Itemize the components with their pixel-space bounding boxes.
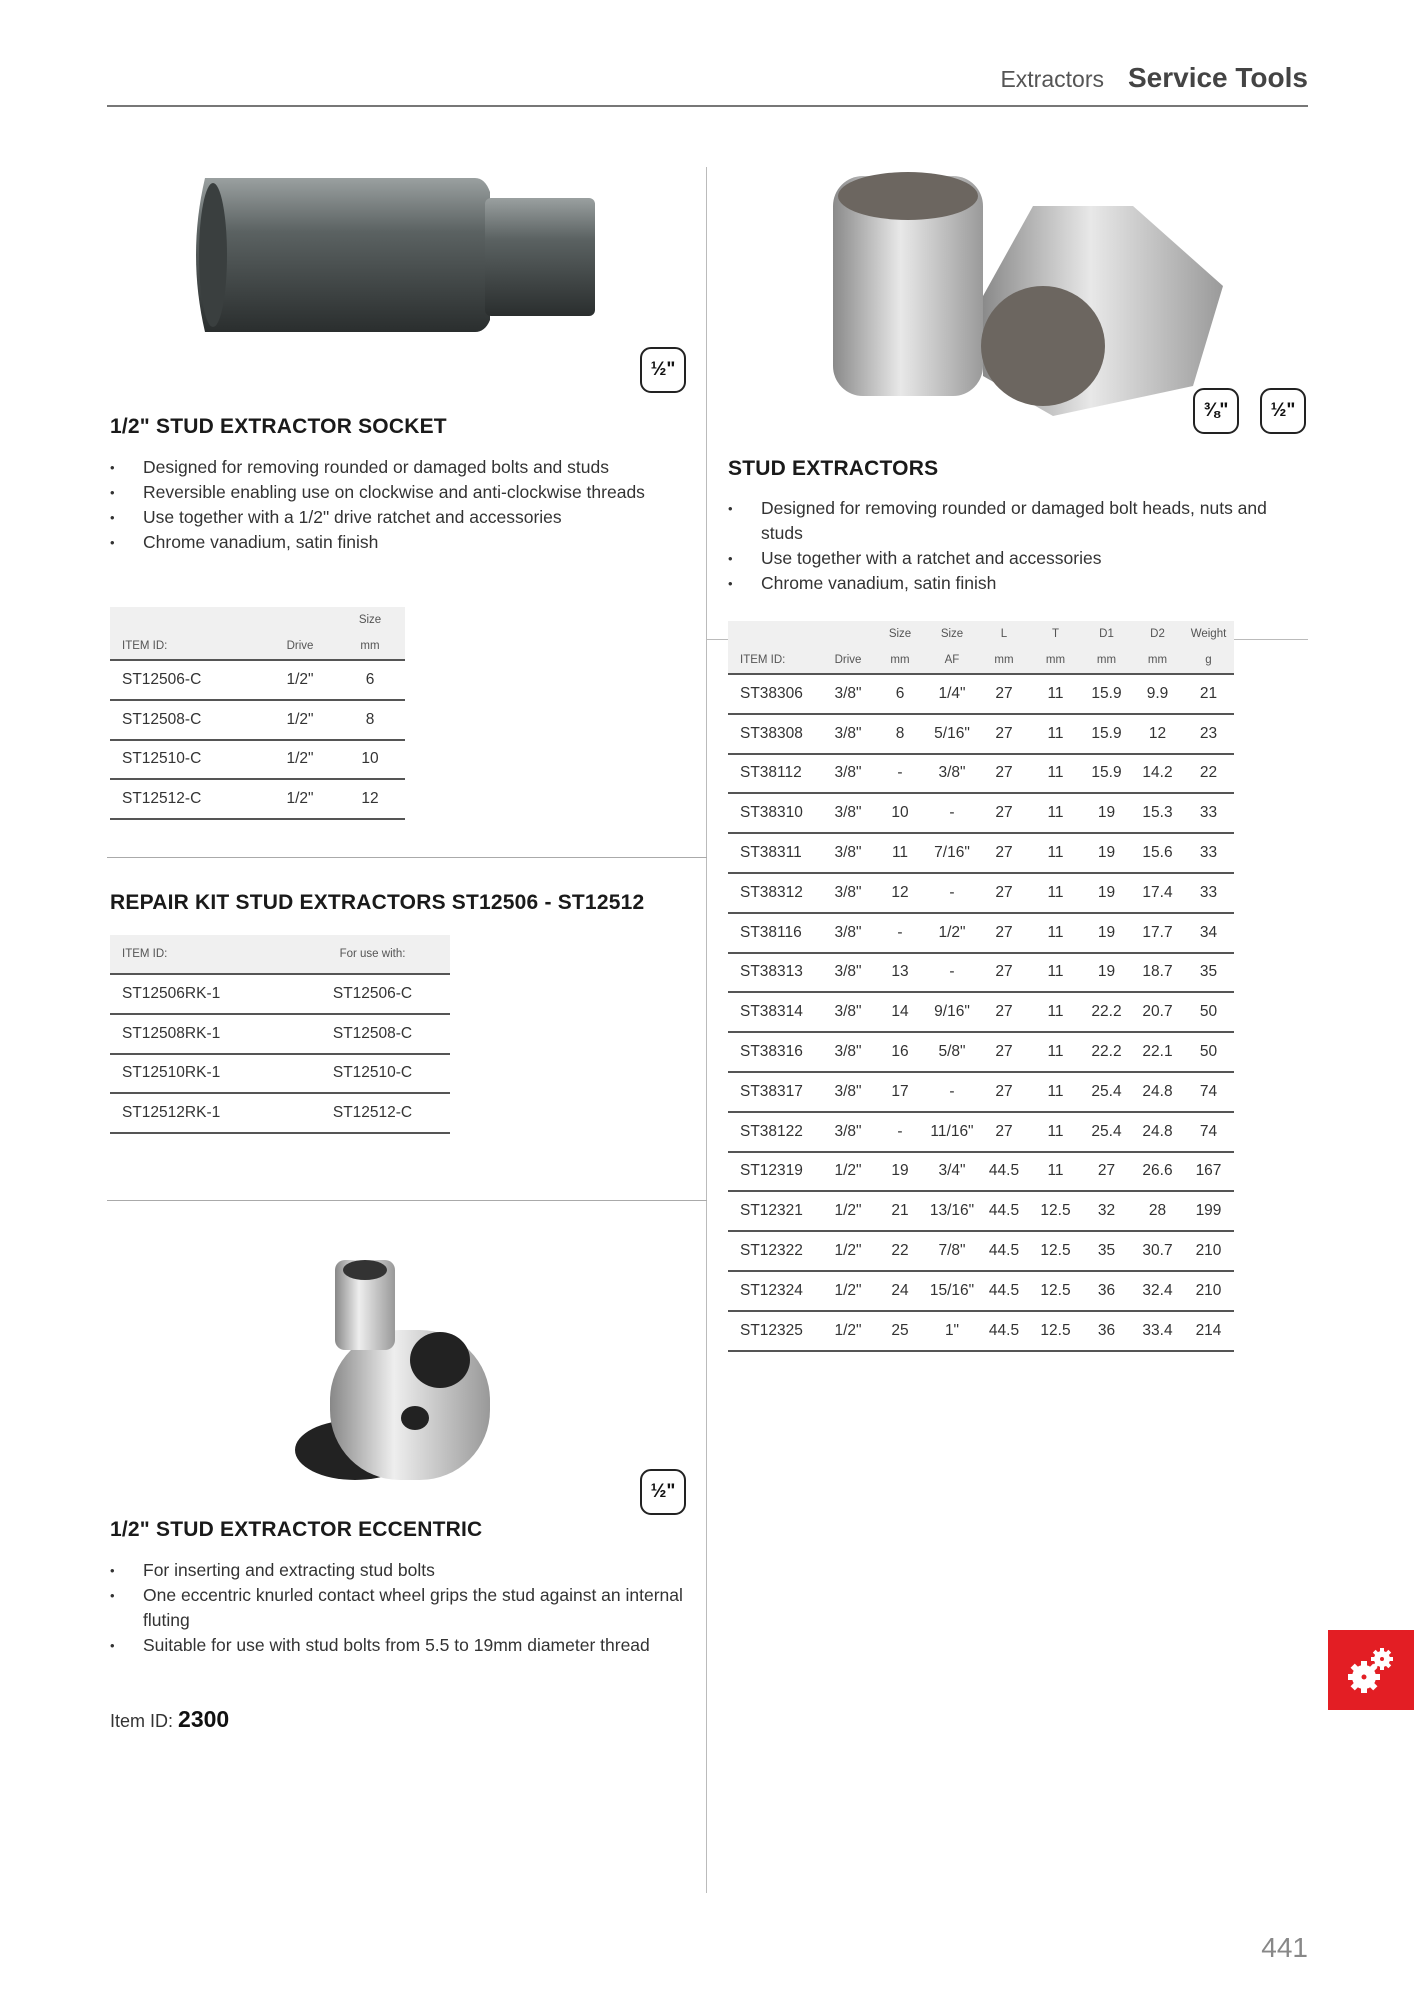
- table-cell: 27: [978, 833, 1030, 873]
- table-row: [728, 913, 1234, 953]
- table-cell: 24.8: [1132, 1112, 1183, 1152]
- table-cell: ST38311: [728, 833, 822, 873]
- table-row: [728, 1231, 1234, 1271]
- table-cell: 9/16": [926, 992, 978, 1032]
- table-cell: 28: [1132, 1191, 1183, 1231]
- table-cell: 1/2": [822, 1271, 874, 1311]
- column-header: [1081, 621, 1132, 674]
- header-line: [265, 607, 335, 633]
- table-cell: 1/2": [265, 740, 335, 780]
- table-cell: 6: [874, 674, 926, 714]
- table-cell: 27: [978, 913, 1030, 953]
- table-cell: ST12506-C: [110, 660, 265, 700]
- table-cell: 33: [1183, 873, 1234, 913]
- table-cell: 22.2: [1081, 992, 1132, 1032]
- drive-size-badge: ½": [640, 1469, 686, 1515]
- table-cell: -: [926, 953, 978, 993]
- table-cell: 11: [1030, 674, 1081, 714]
- table-cell: 26.6: [1132, 1152, 1183, 1192]
- table-cell: 11: [1030, 714, 1081, 754]
- item-id-label: Item ID:: [110, 1711, 174, 1731]
- table-row: [728, 1311, 1234, 1351]
- feature-item: • Use together with a ratchet and accessories: [728, 546, 1288, 571]
- table-cell: 27: [978, 1072, 1030, 1112]
- table-cell: 21: [874, 1191, 926, 1231]
- table-cell: 34: [1183, 913, 1234, 953]
- table-cell: 1/2": [265, 779, 335, 819]
- table-cell: 12.5: [1030, 1271, 1081, 1311]
- table-cell: 22.1: [1132, 1032, 1183, 1072]
- table-cell: 74: [1183, 1112, 1234, 1152]
- table-cell: 44.5: [978, 1191, 1030, 1231]
- table-cell: 11: [1030, 1152, 1081, 1192]
- table-cell: ST12324: [728, 1271, 822, 1311]
- table-row: [110, 700, 405, 740]
- table-row: [728, 793, 1234, 833]
- drive-size-badge-1-2: ½": [1260, 388, 1306, 434]
- section-divider: [107, 857, 707, 858]
- table-cell: 3/8": [822, 873, 874, 913]
- header-line: mm: [1147, 654, 1168, 666]
- table-cell: 15.9: [1081, 714, 1132, 754]
- table-cell: 12: [1132, 714, 1183, 754]
- header-line: [822, 621, 874, 647]
- header-line: D2: [1150, 628, 1165, 640]
- table-cell: 27: [978, 873, 1030, 913]
- table-cell: 1/2": [265, 660, 335, 700]
- table-cell: 3/8": [822, 992, 874, 1032]
- table-cell: 7/16": [926, 833, 978, 873]
- table-cell: 15.9: [1081, 674, 1132, 714]
- table-cell: -: [874, 1112, 926, 1152]
- stud-extractors-image: [813, 166, 1228, 426]
- table-cell: 33: [1183, 833, 1234, 873]
- feature-item: • Chrome vanadium, satin finish: [728, 571, 1288, 596]
- drive-size-badge: ½": [640, 347, 686, 393]
- header-line: Drive: [286, 640, 314, 652]
- table-cell: 17.4: [1132, 873, 1183, 913]
- column-header: [728, 621, 822, 674]
- table-cell: 74: [1183, 1072, 1234, 1112]
- table-cell: -: [926, 873, 978, 913]
- table-cell: -: [874, 913, 926, 953]
- table-cell: 3/8": [926, 754, 978, 794]
- table-cell: 27: [978, 674, 1030, 714]
- table-cell: 17: [874, 1072, 926, 1112]
- table-cell: ST12510-C: [295, 1054, 450, 1094]
- column-header: [978, 621, 1030, 674]
- table-cell: ST38310: [728, 793, 822, 833]
- table-cell: 3/8": [822, 913, 874, 953]
- table-row: [728, 754, 1234, 794]
- table-cell: 1/2": [926, 913, 978, 953]
- table-cell: ST38116: [728, 913, 822, 953]
- table-cell: ST12512-C: [295, 1093, 450, 1133]
- table-cell: 3/8": [822, 1112, 874, 1152]
- table-cell: 35: [1183, 953, 1234, 993]
- table-cell: 44.5: [978, 1231, 1030, 1271]
- table-cell: 11: [1030, 873, 1081, 913]
- table-cell: 13: [874, 953, 926, 993]
- column-header: [110, 607, 265, 660]
- table-cell: 23: [1183, 714, 1234, 754]
- table-cell: 25.4: [1081, 1112, 1132, 1152]
- table-cell: 44.5: [978, 1152, 1030, 1192]
- table-cell: 27: [978, 754, 1030, 794]
- table-cell: 24: [874, 1271, 926, 1311]
- table-cell: 1/2": [822, 1311, 874, 1351]
- table-cell: ST12321: [728, 1191, 822, 1231]
- table-cell: 12: [335, 779, 405, 819]
- table-cell: 32.4: [1132, 1271, 1183, 1311]
- table-cell: 199: [1183, 1191, 1234, 1231]
- table-cell: 3/8": [822, 1032, 874, 1072]
- column-header: [1030, 621, 1081, 674]
- table-cell: 3/8": [822, 1072, 874, 1112]
- table-cell: 19: [1081, 833, 1132, 873]
- table-cell: 44.5: [978, 1271, 1030, 1311]
- header-rule: [107, 105, 1308, 107]
- table-cell: 22: [1183, 754, 1234, 794]
- eccentric-title: 1/2" STUD EXTRACTOR ECCENTRIC: [110, 1518, 483, 1541]
- table-cell: 17.7: [1132, 913, 1183, 953]
- table-cell: 7/8": [926, 1231, 978, 1271]
- table-cell: 33.4: [1132, 1311, 1183, 1351]
- table-cell: ST12512-C: [110, 779, 265, 819]
- header-line: ITEM ID:: [740, 654, 786, 666]
- table-cell: 16: [874, 1032, 926, 1072]
- feature-item: • Designed for removing rounded or damaged bolt heads, nuts and studs: [728, 496, 1288, 546]
- table-cell: 11: [1030, 1112, 1081, 1152]
- table-row: [728, 1191, 1234, 1231]
- table-cell: 27: [978, 793, 1030, 833]
- header-line: Drive: [834, 654, 862, 666]
- table-cell: 11/16": [926, 1112, 978, 1152]
- table-cell: 50: [1183, 992, 1234, 1032]
- repair-kit-title: REPAIR KIT STUD EXTRACTORS ST12506 - ST12512: [110, 891, 645, 914]
- table-cell: ST12512RK-1: [110, 1093, 295, 1133]
- table-cell: 8: [874, 714, 926, 754]
- feature-item: • Suitable for use with stud bolts from 5.5 to 19mm diameter thread: [110, 1633, 690, 1658]
- table-cell: 1/2": [265, 700, 335, 740]
- table-cell: 167: [1183, 1152, 1234, 1192]
- table-cell: 11: [1030, 992, 1081, 1032]
- table-cell: ST12322: [728, 1231, 822, 1271]
- item-id-value: 2300: [178, 1706, 230, 1732]
- page-title: Service Tools: [1127, 62, 1308, 93]
- table-row: [728, 833, 1234, 873]
- socket-spec-table: [110, 607, 405, 820]
- stud-extractor-socket-image: [185, 170, 605, 340]
- table-cell: 19: [1081, 793, 1132, 833]
- table-cell: ST12506-C: [295, 974, 450, 1014]
- table-row: [110, 974, 450, 1014]
- table-cell: 35: [1081, 1231, 1132, 1271]
- table-cell: ST38122: [728, 1112, 822, 1152]
- table-cell: ST38316: [728, 1032, 822, 1072]
- header-line: Size: [888, 628, 912, 640]
- table-cell: ST38317: [728, 1072, 822, 1112]
- header-line: mm: [360, 640, 380, 652]
- table-cell: 50: [1183, 1032, 1234, 1072]
- table-cell: 15/16": [926, 1271, 978, 1311]
- feature-item: • Chrome vanadium, satin finish: [110, 530, 700, 555]
- table-cell: 36: [1081, 1311, 1132, 1351]
- column-header: For use with:: [295, 935, 450, 974]
- table-cell: 3/8": [822, 953, 874, 993]
- table-cell: 11: [1030, 953, 1081, 993]
- table-cell: 10: [874, 793, 926, 833]
- table-row: [728, 1152, 1234, 1192]
- table-row: [728, 1032, 1234, 1072]
- header-line: Size: [940, 628, 964, 640]
- table-cell: ST38306: [728, 674, 822, 714]
- header-line: ITEM ID:: [122, 640, 168, 652]
- feature-item: • Designed for removing rounded or damaged bolts and studs: [110, 455, 700, 480]
- table-row: [728, 1072, 1234, 1112]
- column-header: [926, 621, 978, 674]
- feature-item: • For inserting and extracting stud bolts: [110, 1558, 690, 1583]
- table-cell: ST38313: [728, 953, 822, 993]
- table-cell: ST38314: [728, 992, 822, 1032]
- table-cell: 19: [1081, 953, 1132, 993]
- table-cell: ST38308: [728, 714, 822, 754]
- column-header: [265, 607, 335, 660]
- table-cell: 25: [874, 1311, 926, 1351]
- table-cell: -: [926, 793, 978, 833]
- table-cell: 11: [1030, 833, 1081, 873]
- table-cell: 12.5: [1030, 1191, 1081, 1231]
- table-cell: 19: [1081, 873, 1132, 913]
- table-cell: 12.5: [1030, 1231, 1081, 1271]
- table-cell: 214: [1183, 1311, 1234, 1351]
- table-cell: 6: [335, 660, 405, 700]
- table-cell: 22.2: [1081, 1032, 1132, 1072]
- feature-item: • One eccentric knurled contact wheel grips the stud against an internal fluting: [110, 1583, 690, 1633]
- stud-extractors-title: STUD EXTRACTORS: [728, 457, 939, 480]
- header-line: mm: [890, 654, 910, 666]
- table-cell: 27: [978, 953, 1030, 993]
- table-cell: 27: [978, 992, 1030, 1032]
- table-row: [728, 674, 1234, 714]
- stud-extractors-features: [728, 496, 1288, 596]
- header-line: Size: [358, 614, 382, 626]
- table-cell: 1": [926, 1311, 978, 1351]
- table-cell: 3/8": [822, 793, 874, 833]
- header-line: mm: [1096, 654, 1117, 666]
- eccentric-features: [110, 1558, 690, 1658]
- socket-features: [110, 455, 700, 555]
- header-line: g: [1205, 654, 1212, 666]
- table-cell: ST12319: [728, 1152, 822, 1192]
- column-header: [335, 607, 405, 660]
- column-header: ITEM ID:: [110, 935, 295, 974]
- table-cell: 18.7: [1132, 953, 1183, 993]
- header-line: [122, 607, 265, 633]
- table-cell: 22: [874, 1231, 926, 1271]
- table-cell: 24.8: [1132, 1072, 1183, 1112]
- table-cell: 13/16": [926, 1191, 978, 1231]
- header-line: T: [1051, 628, 1060, 640]
- table-cell: 32: [1081, 1191, 1132, 1231]
- header-line: AF: [944, 654, 960, 666]
- table-cell: 11: [1030, 1072, 1081, 1112]
- table-cell: 27: [978, 714, 1030, 754]
- header-line: mm: [1045, 654, 1066, 666]
- table-cell: 12: [874, 873, 926, 913]
- table-cell: 11: [1030, 913, 1081, 953]
- table-cell: ST12510-C: [110, 740, 265, 780]
- page-number: 441: [1261, 1932, 1308, 1963]
- table-cell: 27: [978, 1032, 1030, 1072]
- table-cell: 12.5: [1030, 1311, 1081, 1351]
- column-header: [1132, 621, 1183, 674]
- table-row: [110, 1014, 450, 1054]
- column-header: [822, 621, 874, 674]
- table-cell: 25.4: [1081, 1072, 1132, 1112]
- feature-item: • Use together with a 1/2" drive ratchet and accessories: [110, 505, 700, 530]
- eccentric-item-id: [110, 1706, 229, 1733]
- table-cell: 14.2: [1132, 754, 1183, 794]
- table-cell: 210: [1183, 1231, 1234, 1271]
- table-cell: 14: [874, 992, 926, 1032]
- table-row: [110, 740, 405, 780]
- table-row: [110, 779, 405, 819]
- table-cell: 33: [1183, 793, 1234, 833]
- table-cell: 11: [874, 833, 926, 873]
- table-cell: ST38312: [728, 873, 822, 913]
- table-cell: 27: [1081, 1152, 1132, 1192]
- table-cell: 15.6: [1132, 833, 1183, 873]
- table-cell: 15.9: [1081, 754, 1132, 794]
- table-cell: ST12508-C: [295, 1014, 450, 1054]
- table-cell: ST12325: [728, 1311, 822, 1351]
- table-cell: 11: [1030, 793, 1081, 833]
- table-cell: 3/8": [822, 674, 874, 714]
- table-cell: ST12510RK-1: [110, 1054, 295, 1094]
- column-divider: [706, 167, 707, 1893]
- table-cell: 27: [978, 1112, 1030, 1152]
- table-cell: 1/2": [822, 1191, 874, 1231]
- table-row: [110, 660, 405, 700]
- table-cell: 15.3: [1132, 793, 1183, 833]
- table-row: [728, 873, 1234, 913]
- header-line: L: [1000, 628, 1008, 640]
- stud-extractor-eccentric-image: [285, 1250, 515, 1495]
- table-cell: 3/8": [822, 833, 874, 873]
- table-cell: ST12508RK-1: [110, 1014, 295, 1054]
- drive-size-badge-3-8: ⅜": [1193, 388, 1239, 434]
- table-cell: 21: [1183, 674, 1234, 714]
- section-divider: [107, 1200, 707, 1201]
- header-line: D1: [1099, 628, 1114, 640]
- table-row: [728, 1112, 1234, 1152]
- header-line: [740, 621, 822, 647]
- table-row: [728, 953, 1234, 993]
- table-row: [728, 992, 1234, 1032]
- table-cell: 3/8": [822, 714, 874, 754]
- table-cell: 9.9: [1132, 674, 1183, 714]
- table-cell: 44.5: [978, 1311, 1030, 1351]
- table-cell: ST12506RK-1: [110, 974, 295, 1014]
- table-row: [728, 714, 1234, 754]
- table-cell: 1/2": [822, 1231, 874, 1271]
- table-cell: 3/8": [822, 754, 874, 794]
- table-cell: 210: [1183, 1271, 1234, 1311]
- table-cell: 5/8": [926, 1032, 978, 1072]
- table-row: [110, 1093, 450, 1133]
- header-line: Weight: [1190, 628, 1227, 640]
- socket-title: 1/2" STUD EXTRACTOR SOCKET: [110, 415, 447, 438]
- page-header: [1000, 62, 1308, 94]
- table-cell: 1/2": [822, 1152, 874, 1192]
- table-cell: 11: [1030, 1032, 1081, 1072]
- table-cell: 36: [1081, 1271, 1132, 1311]
- table-cell: 1/4": [926, 674, 978, 714]
- table-cell: 20.7: [1132, 992, 1183, 1032]
- table-cell: 10: [335, 740, 405, 780]
- table-cell: 5/16": [926, 714, 978, 754]
- table-cell: 8: [335, 700, 405, 740]
- table-cell: ST38112: [728, 754, 822, 794]
- table-cell: -: [874, 754, 926, 794]
- repair-kit-table: [110, 935, 450, 1134]
- column-header: [874, 621, 926, 674]
- column-header: [1183, 621, 1234, 674]
- header-line: mm: [994, 654, 1014, 666]
- table-cell: 11: [1030, 754, 1081, 794]
- table-row: [110, 1054, 450, 1094]
- feature-item: • Reversible enabling use on clockwise and anti-clockwise threads: [110, 480, 700, 505]
- table-cell: ST12508-C: [110, 700, 265, 740]
- section-label: Extractors: [1000, 66, 1104, 92]
- table-cell: 30.7: [1132, 1231, 1183, 1271]
- service-tools-tab[interactable]: [1328, 1630, 1414, 1710]
- gears-icon: [1344, 1645, 1398, 1695]
- table-cell: 19: [874, 1152, 926, 1192]
- stud-extractors-spec-table: [728, 621, 1234, 1352]
- table-row: [728, 1271, 1234, 1311]
- table-cell: 3/4": [926, 1152, 978, 1192]
- table-cell: 19: [1081, 913, 1132, 953]
- table-cell: -: [926, 1072, 978, 1112]
